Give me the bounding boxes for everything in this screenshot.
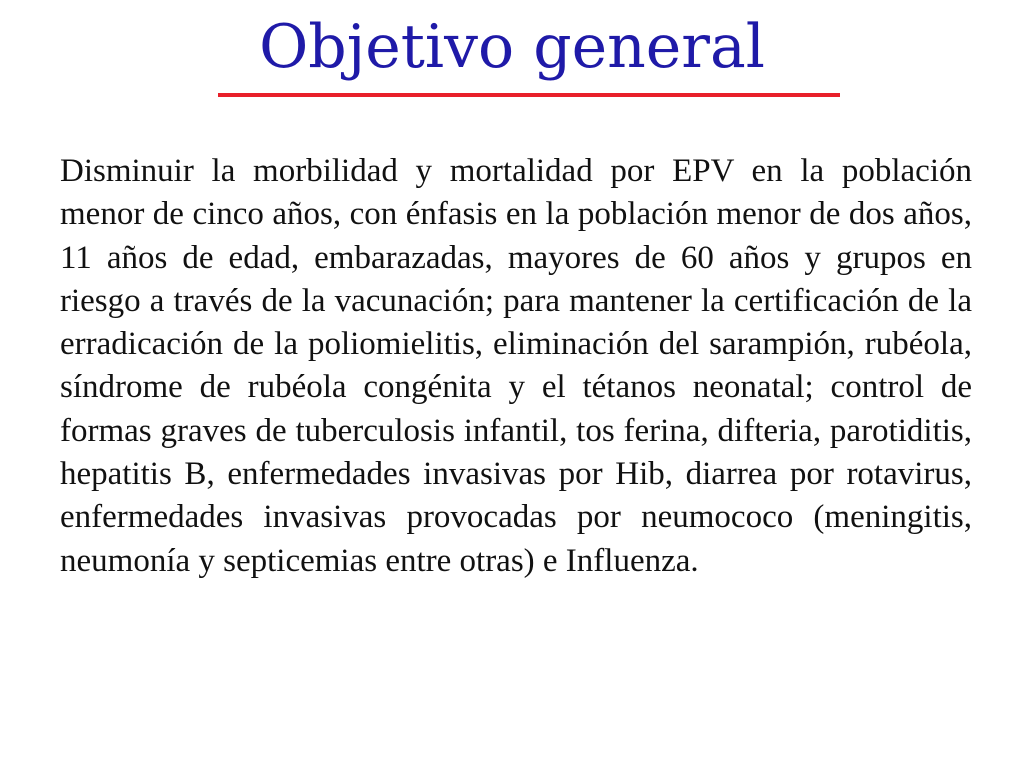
title-underline [218, 93, 840, 97]
slide-title: Objetivo general [259, 12, 765, 82]
slide-body-text: Disminuir la morbilidad y mortalidad por EPV en la población menor de cinco años, con énfasis en la población menor de dos años, 11 años de edad, embarazadas, mayores de 60 años y grupos en riesgo a través de la vacunación; para mantener la certificación de la erradicación de la poliomielitis, eliminación del sarampión, rubéola, síndrome de rubéola congénita y el tétanos neonatal; control de formas graves de tuberculosis infantil, tos ferina, difteria, parotiditis, hepatitis B, enfermedades invasivas por Hib, diarrea por rotavirus, enfermedades invasivas provocadas por neumococo (meningitis, neumonía y septicemias entre otras) e Influenza. [60, 153, 972, 579]
